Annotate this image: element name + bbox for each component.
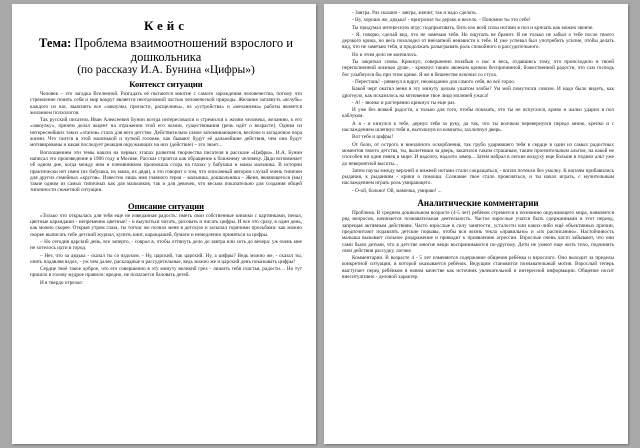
paragraph: Так русский писатель Иван Алексеевич Бунин всегда интересовался и стремился к жизни человека, желанию, к его «закоулку», причем делал акцент на отражении этой его жизни, существования (речь идёт о возрасте). Одним из интереснейших таких «этапов» стало для него детство. Действительно самое запоминающееся, весёлое и загадочное пора жизни. Что таится в этой маленькой и чуткой головке, как бывают будут её дальнейшие действия, чем они будут мотивированы и какая последует реакция окружающих на них (действие) – это знает... (30, 117, 302, 149)
topic-label: Тема: (39, 36, 72, 50)
right-page (324, 4, 628, 444)
context-text (30, 91, 302, 194)
topic-text: Проблема взаимоотношений взрослого и дошкольника (74, 36, 293, 64)
paragraph: – Но сегодня царский день, все заперто, - соврал я, чтобы оттянуть дело до завтра или хоть до вечера: уж очень мне не хотелось идти в город. (30, 238, 302, 252)
case-label: Кейс (144, 18, 188, 33)
paragraph: Сердце твоё такое доброе, что его совершенно в эту минуту великий грех - лишить тебя счастья, радости… Но тут пришло в голову мудрое правило: вредно, не полагается баловать детей. (30, 266, 302, 279)
left-page (12, 4, 316, 444)
paragraph: - А! - звонко и растерянно крикнул ты еще раз. (352, 99, 456, 106)
description-text (30, 213, 302, 286)
paragraph: Проблема. В среднем дошкольном возрасте (4-5 лет) ребёнок стремится к познанию окружающего мира, появляется ряд вопросов, начинается познавательная деятельность. Частое взрослые учатся быть сдержанными в этот период, запрещая активным действиям. Часто взрослые в силу занятости, усталости или каких-либо ещё объективных причин, предпочитают подавлять детские порывы, чтобы вся жизнь текла «правильно» и «по расписанию». Настойчивость малыша вызывает сильное раздражение и приводит к проявлению агрессии. Взрослые очень часто забывают, что они сами были детьми, что в детстве многие вещи воспринимаются по-другому. Дети не умеют еще жить тихо, подчинять свои действия рассудку, логике. (342, 210, 614, 254)
paragraph: «Только что открылась для тебя еще не изведанная радость: иметь свои собственные книжки с картинками, пенал, цветные карандаши - непременно цветные! - и выучиться читать, рисовать и писать цифры. И все это сразу, в один день, как можно скорее. Открыв утром глаза, ты тотчас же познал меня в детскую и засыпал горячими просьбами: как можно скорее выписать тебе детский журнал, купить книг, карандашей, бумаги и немедленно приняться за цифры. (30, 212, 302, 238)
subtitle: (по рассказу И.А. Бунина «Цифры») (77, 64, 255, 76)
paragraph: Вот тебе и цифры! (352, 134, 394, 141)
section-heading-analysis: Аналитические комментарии (417, 198, 539, 209)
analysis-text (342, 210, 614, 280)
paragraph: - Ну, хорошо же, дядька! - пригрозил ты дерзко и весело. - Попомни ты это себе! (352, 17, 531, 24)
paragraph: Какой черт окатил меня в эту минуту целым ушатом злобы? Ум мой помутился совсем. И надо было видеть, как дрогнуло, как исказилось на мгновение твое лицо молнией ужаса! (342, 86, 614, 99)
paragraph: И я твердо отрезал: (40, 279, 84, 286)
story-continuation (342, 10, 614, 194)
paragraph: - Завтра. Раз сказано - завтра, значит, так и надо сделать. (352, 10, 478, 16)
paragraph: Ты закричал снова. Крикнул, совершенно позабыв о нас и весь, отдавшись тому, что происходило в твоей переполненной жизнью душе, - крикнул таким звонким криком беспричинной, божественной радости, что сам господь бог улыбнулся бы при этом крике. Я же в бешенстве вскочил со стула. (342, 59, 614, 78)
topic-title (30, 36, 302, 64)
paragraph: - О-ой, больно! Ой, мамочка, умираю! ... (352, 187, 442, 194)
paragraph: Воплощением эти темы нашли на первых этапах развития творчества писателя в рассказе «Цифры». И.А. Бунин написал это произведение в 1906 году в Москве. Рассказ строится как обращение к ближнему человеку. Дяди вспоминает об одном дне, когда между ним и племянником произошла ссора на глазах у бабушки и мамы мальчика. В истории практически нет имен (их бабушка, их мама, их дядя), а это говорит о том, что описанный автором случай очень типичен для других семейных «кругов». Известно лишь имя главного героя – мальчика, дошкольника – Женя, являющегося (мы) такие одним из самых типичных как для мальчиков, так и для девочек, что весьма показательно для создания общей типичности сюжетной ситуации. (30, 149, 302, 194)
paragraph: Но и этим дело не кончилось. (352, 51, 418, 58)
paragraph: - Перестань! - рявкнул я вдруг, неожиданно для самого себя, во всё горло. (352, 78, 516, 85)
paragraph: Затем паузы между верхней и нижней нотами стали сокращаться, - вопли потекли без умолку. К воплям прибавились рыдания, к рыданиям - крики о помощи. Сознание твое стало проясняться, и ты начал играть, с мучительным наслаждением играть роль умирающего. (342, 167, 614, 187)
paragraph: От боли, от острого и внезапного оскорбления, так грубо ударившего тебя в сердце в один из самых радостных моментов твоего детства, ты, вылетевши за дверь, закатился таким страшным, таким пронзительным альтом, на какой не способен ни один певец в мире. И надолго, надолго замер... Затем набрал в легкие воздуху еще больше и поднял альт уже до невероятной высоты... (342, 141, 614, 167)
paragraph: И уже без всякой радости, а только для того, чтобы показать, что ты не испугался, криво и жалко ударил в пол каблуком. (342, 107, 614, 120)
paragraph: - Я, говорю, сделай вид, что не замечаю тебя. Но ощупать не бранит. Я не только не забыл о тебе после твоего дерзкого крика, но весь похолодел от внезапной ненависти к тебе. И уже успевал был употребить усилие, чтобы делать вид, что не замечаю тебя, и продолжать разыгрывать роль спокойного и рассудительного. (342, 31, 614, 51)
paragraph: – Нет, что за дядька - сказал ты со вздохом. - Ну, царский, так царский. Ну, а цифры? Ведь можно же, - сказал ты, опять подавляя вздох, - уж чем далее, раскладные и рассудительные, ведь можно же и царский день показывать цифры! (30, 252, 302, 265)
paragraph: Комментарии. В возрасте 4 - 5 лет изменяется содержание общения ребёнка и взрослого. Оно выходит за пределы конкретной ситуации, в которой оказывается ребёнок. Ведущим становится познавательный мотив. Взрослый теперь выступает перед ребёнком в новом качестве как источник увлекательной и интересной информации. Общение носит внеситуативно - деловой характер. (342, 255, 614, 280)
paragraph: А я - я кинулся к тебе, дернул тебя за руку, да так, что ты волчком перевернулся передо мною, крепко и с наслаждением шлепнул тебя и, вытолкнув из комнаты, захлопнул дверь. (342, 120, 614, 134)
paragraph: Ты придумал интересную игру: подпрыгивать, бить изо всей силы ногами в пол и кричать как можно звонче. (352, 24, 594, 31)
section-heading-description: Описание ситуации (127, 200, 205, 211)
section-heading-context: Контекст ситуации (129, 79, 203, 89)
paragraph: Человек – это загадка Вселенной. Разгадать её пытаются многие с самого зарождения человечества, потому что стремление понять себя и мир вокруг является неотделимой частью человеческой природы. Желание заглянуть «вглубь» каждого из нас, выяснить все «закоулки, пропасти, расщелины», из «устройства» и «механизма» работы является желанием психологов. (30, 91, 302, 116)
